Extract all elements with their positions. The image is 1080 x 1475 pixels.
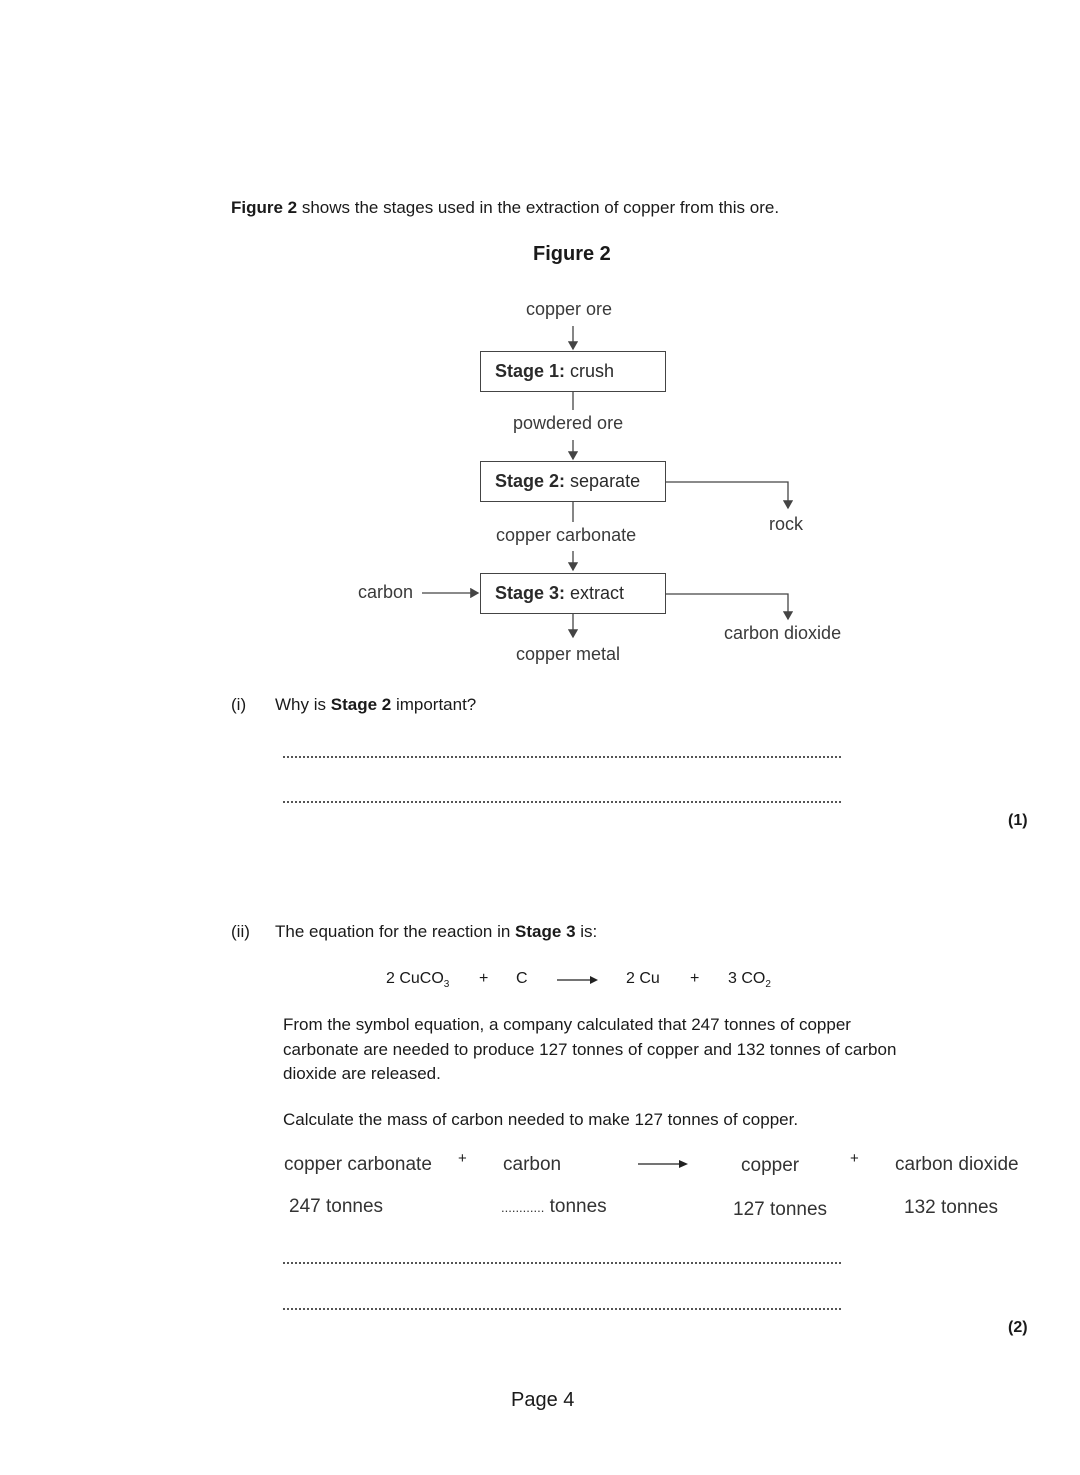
eq-plus-1: + (479, 970, 489, 987)
table-header-copper: copper (741, 1155, 800, 1176)
label-rock: rock (769, 514, 804, 534)
q2-para-line-2: carbonate are needed to produce 127 tonnes of copper and 132 tonnes of carbon (283, 1040, 897, 1059)
eq-p2-sub: 2 (765, 979, 771, 991)
q1-post: important? (391, 695, 477, 714)
eq-reactant-2: C (516, 970, 528, 987)
q1-bold: Stage 2 (330, 695, 392, 714)
intro-bold: Figure 2 (231, 198, 298, 217)
eq-plus-2: + (690, 970, 700, 987)
page-number: Page 4 (511, 1389, 575, 1411)
eq-r1: 2 CuCO (386, 970, 444, 987)
label-powdered-ore: powdered ore (513, 413, 624, 433)
q2-bold: Stage 3 (515, 922, 576, 941)
table-value-copper-carbonate: 247 tonnes (289, 1196, 384, 1217)
q2-para-line-1: From the symbol equation, a company calculated that 247 tonnes of copper (283, 1015, 851, 1034)
q1-mark: (1) (1008, 812, 1028, 829)
q1-pre: Why is (275, 695, 331, 714)
q2-para-line-3: dioxide are released. (283, 1064, 441, 1083)
intro-rest: shows the stages used in the extraction of copper from this ore. (297, 198, 780, 217)
label-copper-metal: copper metal (516, 644, 621, 664)
carbon-answer-unit: tonnes (544, 1196, 607, 1217)
answer-line-q2-2[interactable] (283, 1308, 841, 1310)
stage3-rest: extract (565, 583, 625, 603)
table-header-copper-carbonate: copper carbonate (284, 1154, 432, 1175)
eq-p2: 3 CO (728, 970, 766, 987)
label-carbon-dioxide: carbon dioxide (724, 623, 842, 643)
stage2-rest: separate (565, 471, 641, 491)
table-value-carbon[interactable] (501, 1196, 607, 1218)
q1-number: (i) (231, 695, 247, 714)
answer-line-q2-1[interactable] (283, 1262, 841, 1264)
eq-r1-sub: 3 (443, 979, 450, 991)
label-carbon: carbon (358, 582, 414, 602)
table-header-plus-1: + (458, 1150, 467, 1167)
table-value-carbon-dioxide: 132 tonnes (904, 1197, 999, 1218)
eq-product-1: 2 Cu (626, 970, 660, 987)
label-copper-ore: copper ore (526, 299, 613, 319)
q2-post: is: (575, 922, 598, 941)
table-header-plus-2: + (850, 1150, 859, 1167)
stage3-bold: Stage 3: (495, 583, 566, 603)
carbon-answer-blank[interactable]: ............ (501, 1200, 545, 1215)
q2-number: (ii) (231, 922, 250, 941)
stage2-bold: Stage 2: (495, 471, 566, 491)
q2-pre: The equation for the reaction in (275, 922, 516, 941)
stage1-rest: crush (565, 361, 615, 381)
figure-title: Figure 2 (533, 243, 611, 265)
stage1-bold: Stage 1: (495, 361, 566, 381)
q2-calc-instruction: Calculate the mass of carbon needed to make 127 tonnes of copper. (283, 1110, 799, 1129)
label-copper-carbonate: copper carbonate (496, 525, 637, 545)
table-value-copper: 127 tonnes (733, 1199, 828, 1220)
q2-mark: (2) (1008, 1319, 1028, 1336)
table-header-carbon-dioxide: carbon dioxide (895, 1154, 1019, 1175)
table-header-carbon: carbon (503, 1154, 562, 1175)
